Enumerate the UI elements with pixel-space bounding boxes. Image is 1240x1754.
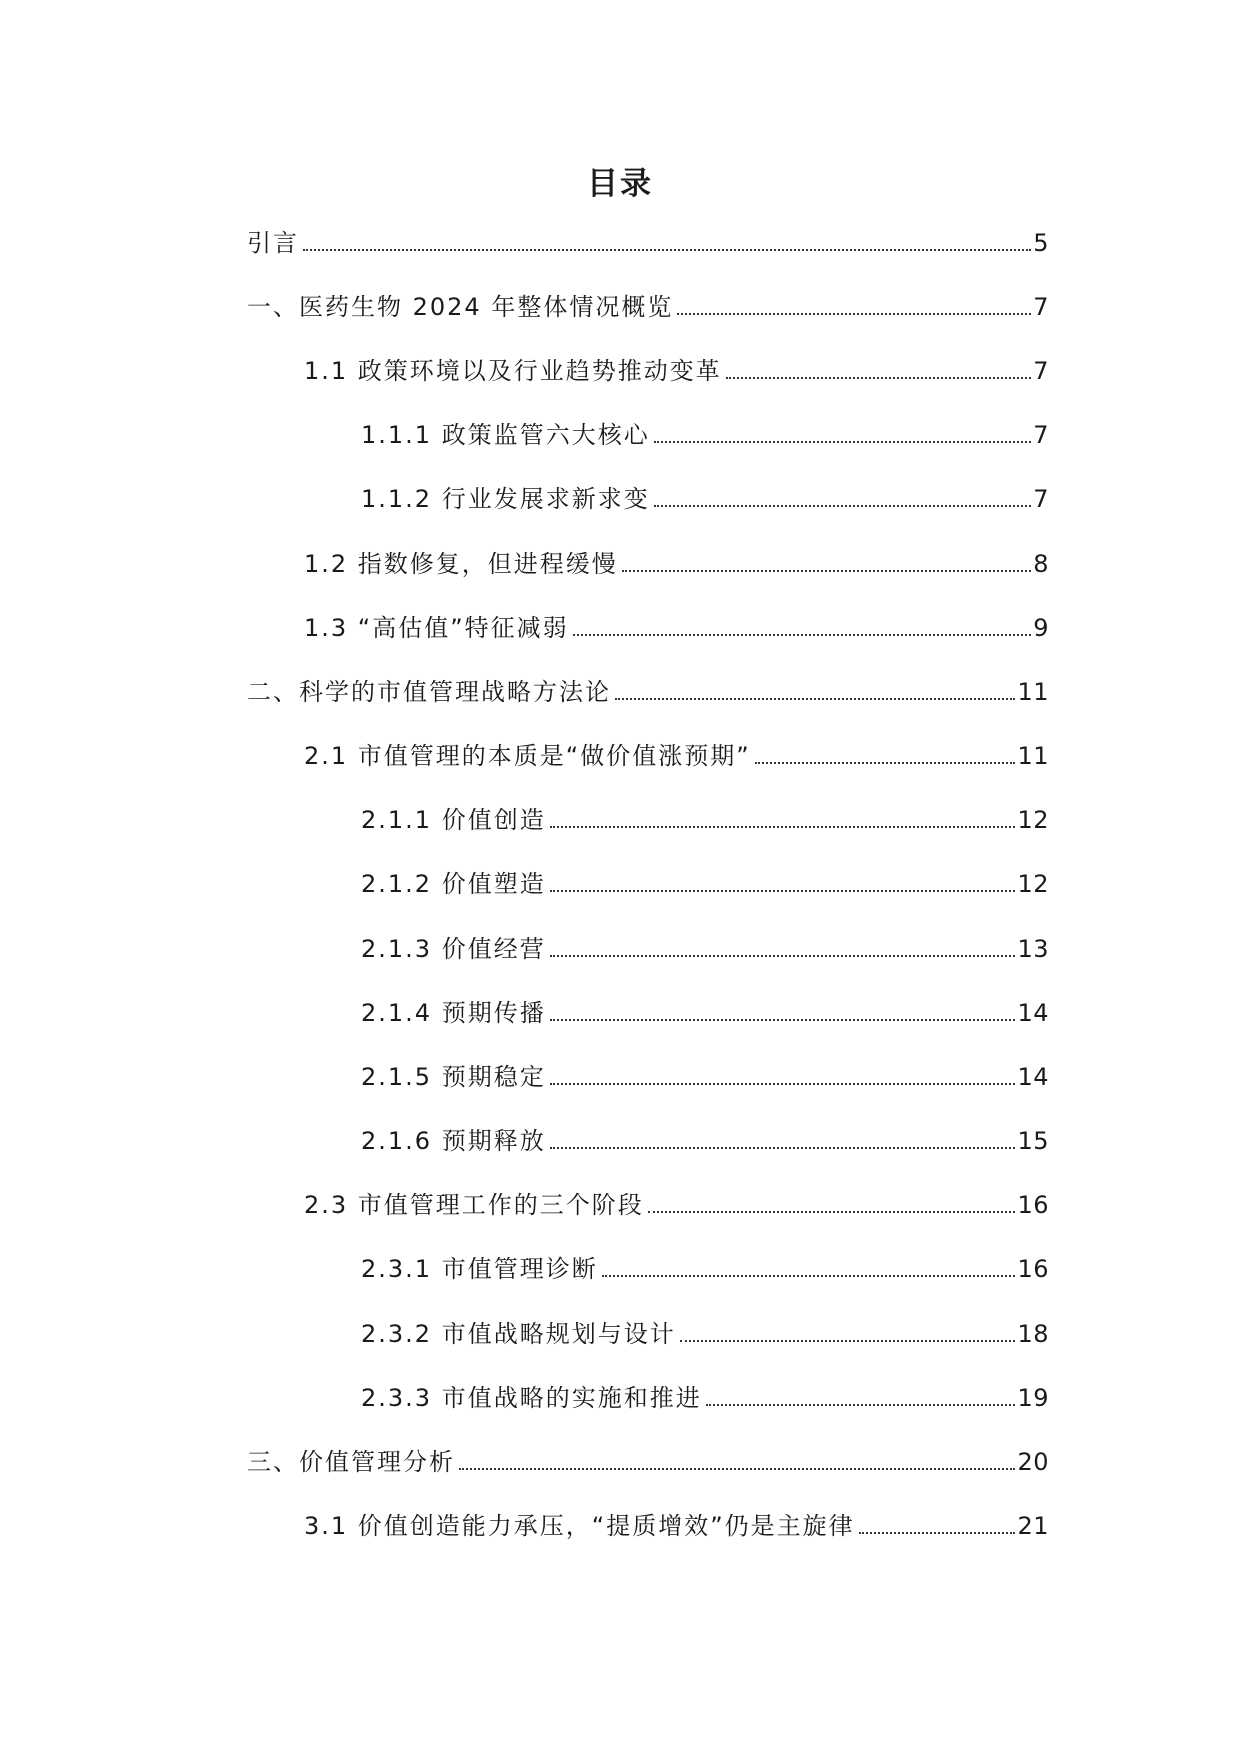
toc-entry-title: 2.1.2 价值塑造 — [361, 870, 546, 898]
toc-entry[interactable] — [247, 1441, 1049, 1477]
dot-leader — [573, 634, 1032, 636]
dot-leader — [550, 1147, 1016, 1149]
toc-title: 目录 — [587, 166, 653, 202]
toc-entry[interactable] — [304, 543, 1049, 579]
toc-entry-page: 16 — [1017, 1191, 1049, 1219]
toc-entry-title: 1.1.1 政策监管六大核心 — [361, 421, 650, 449]
toc-entry[interactable] — [361, 799, 1049, 835]
toc-entry-page: 13 — [1017, 935, 1049, 963]
toc-entry-page: 9 — [1033, 614, 1049, 642]
toc-entry-page: 5 — [1033, 229, 1049, 257]
toc-entry-page: 11 — [1017, 742, 1049, 770]
toc-entry-title: 三、价值管理分析 — [247, 1448, 455, 1476]
dot-leader — [726, 377, 1031, 379]
toc-entry-title: 2.1.3 价值经营 — [361, 935, 546, 963]
toc-entry-page: 11 — [1017, 678, 1049, 706]
toc-entry-page: 12 — [1017, 806, 1049, 834]
dot-leader — [680, 1340, 1016, 1342]
toc-entry-title: 2.1.5 预期稳定 — [361, 1063, 546, 1091]
toc-entry[interactable] — [361, 928, 1049, 964]
dot-leader — [859, 1532, 1016, 1534]
toc-entry-title: 2.3 市值管理工作的三个阶段 — [304, 1191, 644, 1219]
toc-entry-title: 2.3.1 市值管理诊断 — [361, 1255, 598, 1283]
dot-leader — [550, 1019, 1016, 1021]
dot-leader — [303, 249, 1031, 251]
toc-entry-title: 引言 — [247, 229, 299, 257]
toc-entry-page: 15 — [1017, 1127, 1049, 1155]
toc-entry-page: 21 — [1017, 1512, 1049, 1540]
toc-entry-title: 2.1.6 预期释放 — [361, 1127, 546, 1155]
toc-entry-title: 2.3.2 市值战略规划与设计 — [361, 1320, 676, 1348]
toc-entry[interactable] — [304, 735, 1049, 771]
dot-leader — [648, 1211, 1016, 1213]
dot-leader — [654, 505, 1032, 507]
toc-entry-title: 2.1 市值管理的本质是“做价值涨预期” — [304, 742, 751, 770]
toc-entry-page: 7 — [1033, 485, 1049, 513]
toc-entry[interactable] — [361, 863, 1049, 899]
dot-leader — [677, 313, 1031, 315]
toc-entry-title: 1.1.2 行业发展求新求变 — [361, 485, 650, 513]
dot-leader — [654, 441, 1032, 443]
dot-leader — [550, 1083, 1016, 1085]
toc-entry-page: 7 — [1033, 421, 1049, 449]
toc-entry-title: 1.3 “高估值”特征减弱 — [304, 614, 569, 642]
dot-leader — [622, 570, 1031, 572]
toc-entry[interactable] — [361, 992, 1049, 1028]
dot-leader — [550, 955, 1016, 957]
toc-entry[interactable] — [304, 1505, 1049, 1541]
toc-entry[interactable] — [361, 1056, 1049, 1092]
dot-leader — [615, 698, 1015, 700]
toc-entry-page: 14 — [1017, 1063, 1049, 1091]
toc-entry[interactable] — [361, 1313, 1049, 1349]
dot-leader — [550, 890, 1016, 892]
toc-entry-title: 2.3.3 市值战略的实施和推进 — [361, 1384, 702, 1412]
toc-entry-title: 1.1 政策环境以及行业趋势推动变革 — [304, 357, 722, 385]
toc-entry[interactable] — [361, 414, 1049, 450]
toc-entry[interactable] — [304, 1184, 1049, 1220]
toc-entry-title: 1.2 指数修复，但进程缓慢 — [304, 550, 618, 578]
toc-entry[interactable] — [361, 1248, 1049, 1284]
toc-entry-page: 7 — [1033, 293, 1049, 321]
toc-entry-page: 12 — [1017, 870, 1049, 898]
toc-entry-title: 3.1 价值创造能力承压，“提质增效”仍是主旋律 — [304, 1512, 855, 1540]
toc-entry-title: 一、医药生物 2024 年整体情况概览 — [247, 293, 674, 321]
dot-leader — [602, 1275, 1016, 1277]
dot-leader — [550, 826, 1016, 828]
toc-entry-title: 二、科学的市值管理战略方法论 — [247, 678, 611, 706]
toc-entry-page: 18 — [1017, 1320, 1049, 1348]
toc-entry[interactable] — [304, 607, 1049, 643]
toc-entry[interactable] — [361, 1377, 1049, 1413]
toc-entry[interactable] — [304, 350, 1049, 386]
toc-entry-title: 2.1.1 价值创造 — [361, 806, 546, 834]
toc-entry-page: 16 — [1017, 1255, 1049, 1283]
dot-leader — [755, 762, 1016, 764]
dot-leader — [459, 1468, 1015, 1470]
toc-entry-page: 19 — [1017, 1384, 1049, 1412]
toc-entry-page: 8 — [1033, 550, 1049, 578]
toc-entry-page: 20 — [1017, 1448, 1049, 1476]
toc-entry[interactable] — [247, 671, 1049, 707]
dot-leader — [706, 1404, 1016, 1406]
toc-entry[interactable] — [361, 1120, 1049, 1156]
toc-entry[interactable] — [247, 222, 1049, 258]
toc-entry-page: 7 — [1033, 357, 1049, 385]
toc-entry[interactable] — [247, 286, 1049, 322]
toc-entry[interactable] — [361, 478, 1049, 514]
toc-entry-page: 14 — [1017, 999, 1049, 1027]
toc-entry-title: 2.1.4 预期传播 — [361, 999, 546, 1027]
